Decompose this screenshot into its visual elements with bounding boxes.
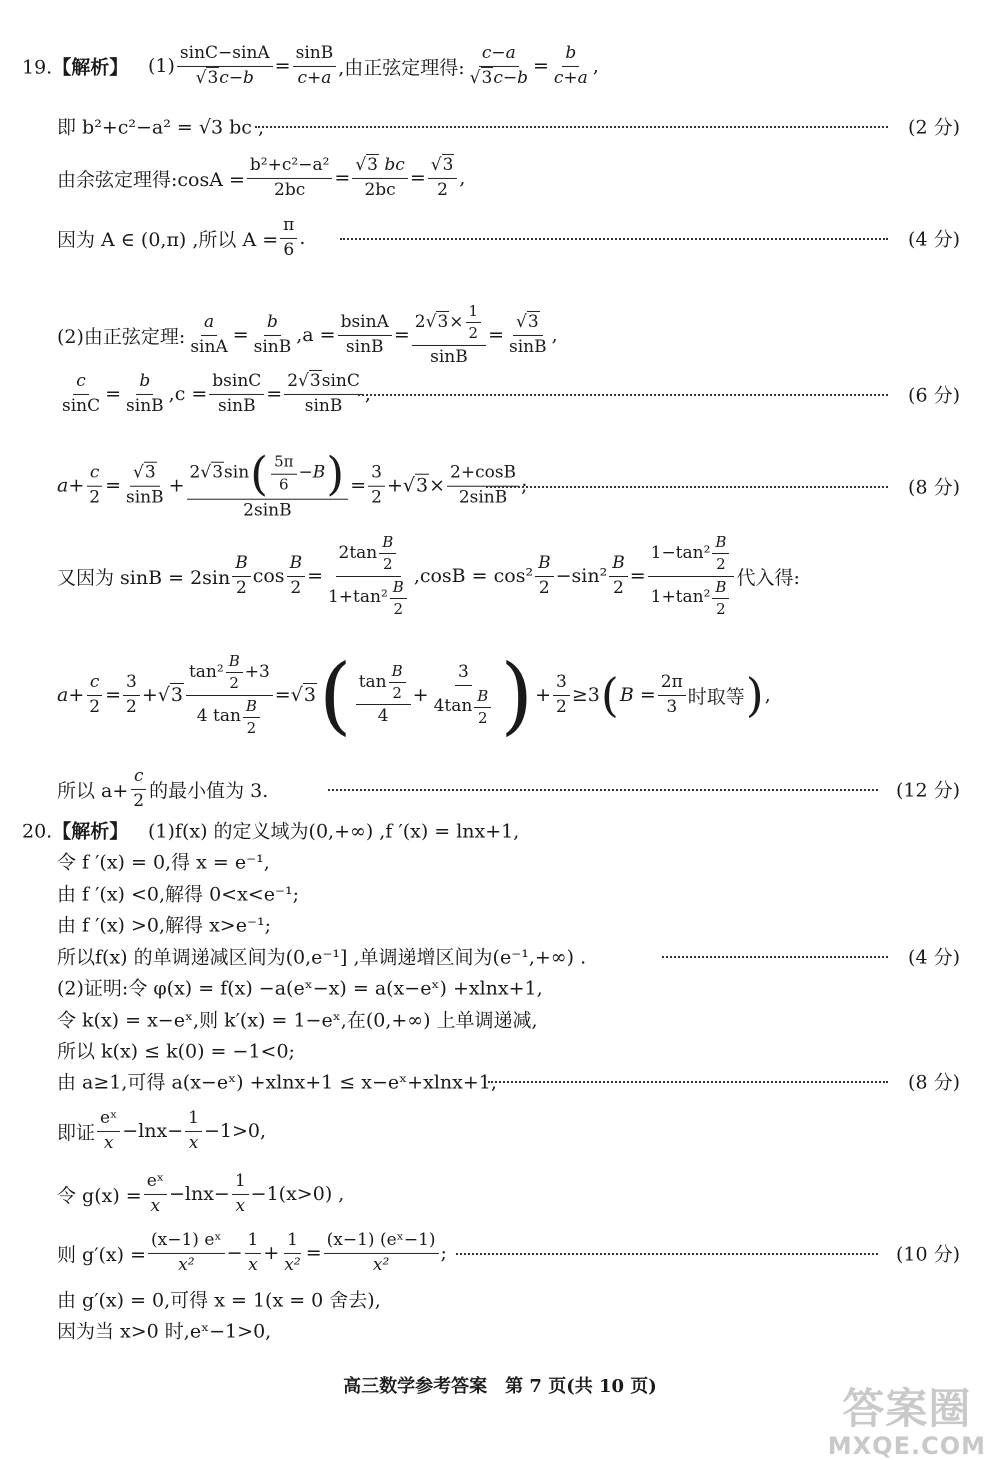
q19-line-1: 19.【解析】 (1) $\frac{\sin C-\sin A}{√3c-b}$ = $\frac{\sin B}{c+a}$ ,由正弦定理得: $\frac{c-a}{√3c-b}$ = $\frac{b}{c+a}$ , (22, 42, 599, 88)
points: (10 分) (895, 1243, 960, 1266)
leader-dots (662, 956, 888, 958)
question-number: 20. (22, 820, 53, 843)
fraction: $\frac{√3 bc}{2bc}$ (352, 156, 407, 200)
fraction: $\frac{c-a}{√3c-b}$ (469, 42, 528, 88)
q20-line-1: 20.【解析】 (1)f(x) 的定义域为(0,+∞) ,f ′(x) = lnx+1, (22, 820, 520, 843)
leader-dots (328, 789, 878, 791)
points: (2 分) (908, 116, 960, 139)
leader-dots (488, 1081, 888, 1083)
leader-dots (340, 238, 888, 240)
q20-line-13: 由 g′(x) = 0,可得 x = 1(x = 0 舍去), (57, 1289, 381, 1312)
q19-line-2: 即 b²+c²−a² = √3 bc , (2 分) (0, 106, 1000, 146)
points: (6 分) (908, 384, 960, 407)
points: (8 分) (908, 476, 960, 499)
q20-line-6: (2)证明:令 φ(x) = f(x) −a(eˣ−x) = a(x−eˣ) +xlnx+1, (57, 977, 543, 1000)
fraction: 2 √3 × $\frac{1}{2}$ sinB (412, 303, 486, 367)
fraction: $\frac{\sin B}{c+a}$ (293, 44, 337, 88)
q19-line-3: 由余弦定理得:cosA = $\frac{\text{b²+c²−a²}}{2bc}$ = $\frac{√3 bc}{2bc}$ = $\frac{√3}{2}$ , (57, 154, 466, 200)
fraction: $\frac{\sin C-\sin A}{√3c-b}$ (177, 44, 273, 88)
leader-dots (456, 1253, 878, 1255)
leader-dots (358, 394, 888, 396)
points: (12 分) (895, 779, 960, 802)
q19-line-6: $\frac{c}{\sin C}$ = $\frac{b}{\sin B}$ ,c = $\frac{bsinC}{\sin B}$ = $\frac{2√3\sin C}{\sin B}$ , (6 分) (62, 370, 960, 416)
q19-line-8: 又因为 sinB = 2sin $\frac{B}{2}$ cos $\frac{B}{2}$ = 2tan $\frac{B}{2}$ 1+tan² $\frac{B}{2}$ ,cosB = cos² $\frac{B}{2}$ −sin² $\frac{B}{2}$ = 1−tan² $\frac{B}{2}$ 1+tan² $\frac{B}{2}$ 代入得: (57, 533, 800, 618)
q20-line-10: 即证 $\frac{\text{eˣ}}{x}$ −lnx− $\frac{1}{x}$ −1>0, (57, 1107, 267, 1153)
q20-line-8: 所以 k(x) ≤ k(0) = −1<0; (57, 1040, 295, 1063)
points: (4 分) (908, 946, 960, 969)
q19-line-9: a+ $\frac{c}{2}$ = $\frac{3}{2}$ +√3 tan² $\frac{B}{2}$ +3 4 tan $\frac{B}{2}$ =√3 ( tan $\frac{B}{2}$ 4 + 3 4tan $\frac{B}{2}$ ) + $\frac{3}{2}$ ≥3 ( B = $\frac{2\pi}{3}$ 时取等 ) , (57, 646, 771, 744)
fraction: 1−tan² $\frac{B}{2}$ 1+tan² $\frac{B}{2}$ (648, 534, 735, 618)
q19-line-4: 因为 A ∈ (0,π) ,所以 A = $\frac{\pi}{6}$ . (4 分) (57, 214, 960, 260)
q20-line-3: 由 f ′(x) <0,解得 0<x<e⁻¹; (57, 883, 300, 906)
q20-line-9: 由 a≥1,可得 a(x−eˣ) +xlnx+1 ≤ x−eˣ+xlnx+1, (8 分) (0, 1061, 1000, 1101)
q19-line-7: a+ $\frac{c}{2}$ = $\frac{√3}{\sin B}$ + 2 √3 sin ( $\frac{5\pi}{6}$ −B ) 2sinB = $\frac{3}{2}$ +√3× $\frac{2+\cos B}{2\sin B}$ ; (8 分) (57, 446, 960, 521)
q20-line-11: 令 g(x) = $\frac{\text{eˣ}}{x}$ −lnx− $\frac{1}{x}$ −1(x>0) , (57, 1170, 345, 1216)
q19-line-10: 所以 a+ $\frac{c}{2}$ 的最小值为 3. (12 分) (57, 765, 960, 811)
page-footer: 高三数学参考答案 第 7 页(共 10 页) (343, 1376, 657, 1397)
fraction: $\frac{\text{b²+c²−a²}}{2bc}$ (247, 156, 332, 200)
fraction: 2 √3 sin ( $\frac{5\pi}{6}$ −B ) 2sinB (187, 451, 349, 522)
fraction: tan² $\frac{B}{2}$ +3 4 tan $\frac{B}{2}$ (186, 653, 273, 737)
q19-line-5: (2)由正弦定理: $\frac{a}{\sin A}$ = $\frac{b}{\sin B}$ ,a = $\frac{bsinA}{\sin B}$ = 2 √3 × $\frac{1}{2}$ sinB = $\frac{√3}{\sin B}$ , (57, 301, 558, 367)
leader-dots (255, 126, 888, 128)
leader-dots (486, 486, 888, 488)
question-number: 19. (22, 56, 53, 79)
q20-line-2: 令 f ′(x) = 0,得 x = e⁻¹, (57, 851, 270, 874)
fraction: $\frac{b}{c+a}$ (553, 42, 588, 88)
q20-line-4: 由 f ′(x) >0,解得 x>e⁻¹; (57, 914, 272, 937)
q20-line-7: 令 k(x) = x−eˣ,则 k′(x) = 1−eˣ,在(0,+∞) 上单调递减, (57, 1009, 538, 1032)
fraction: 2tan $\frac{B}{2}$ 1+tan² $\frac{B}{2}$ (325, 534, 412, 618)
fraction: $\frac{\pi}{6}$ (280, 216, 297, 260)
part-label: (1) (148, 55, 175, 77)
points: (8 分) (908, 1071, 960, 1094)
fraction: $\frac{√3}{2}$ (428, 156, 458, 200)
watermark-logo: 答案圈 MXQE.COM (827, 1384, 986, 1460)
q20-line-14: 因为当 x>0 时,eˣ−1>0, (57, 1320, 272, 1343)
analysis-tag: 【解析】 (52, 820, 129, 843)
analysis-tag: 【解析】 (52, 56, 129, 79)
q20-line-5: 所以f(x) 的单调递减区间为(0,e⁻¹] ,单调递增区间为(e⁻¹,+∞) . (4 分) (0, 936, 1000, 976)
points: (4 分) (908, 228, 960, 251)
q20-line-12: 则 g′(x) = $\frac{\text{(x−1) eˣ}}{\text{x²}}$ − $\frac{1}{x}$ + $\frac{1}{\text{x²}}$ = $\frac{\text{(x−1) (eˣ−1)}}{\text{x²}}$ ; (10 分) (57, 1229, 960, 1275)
